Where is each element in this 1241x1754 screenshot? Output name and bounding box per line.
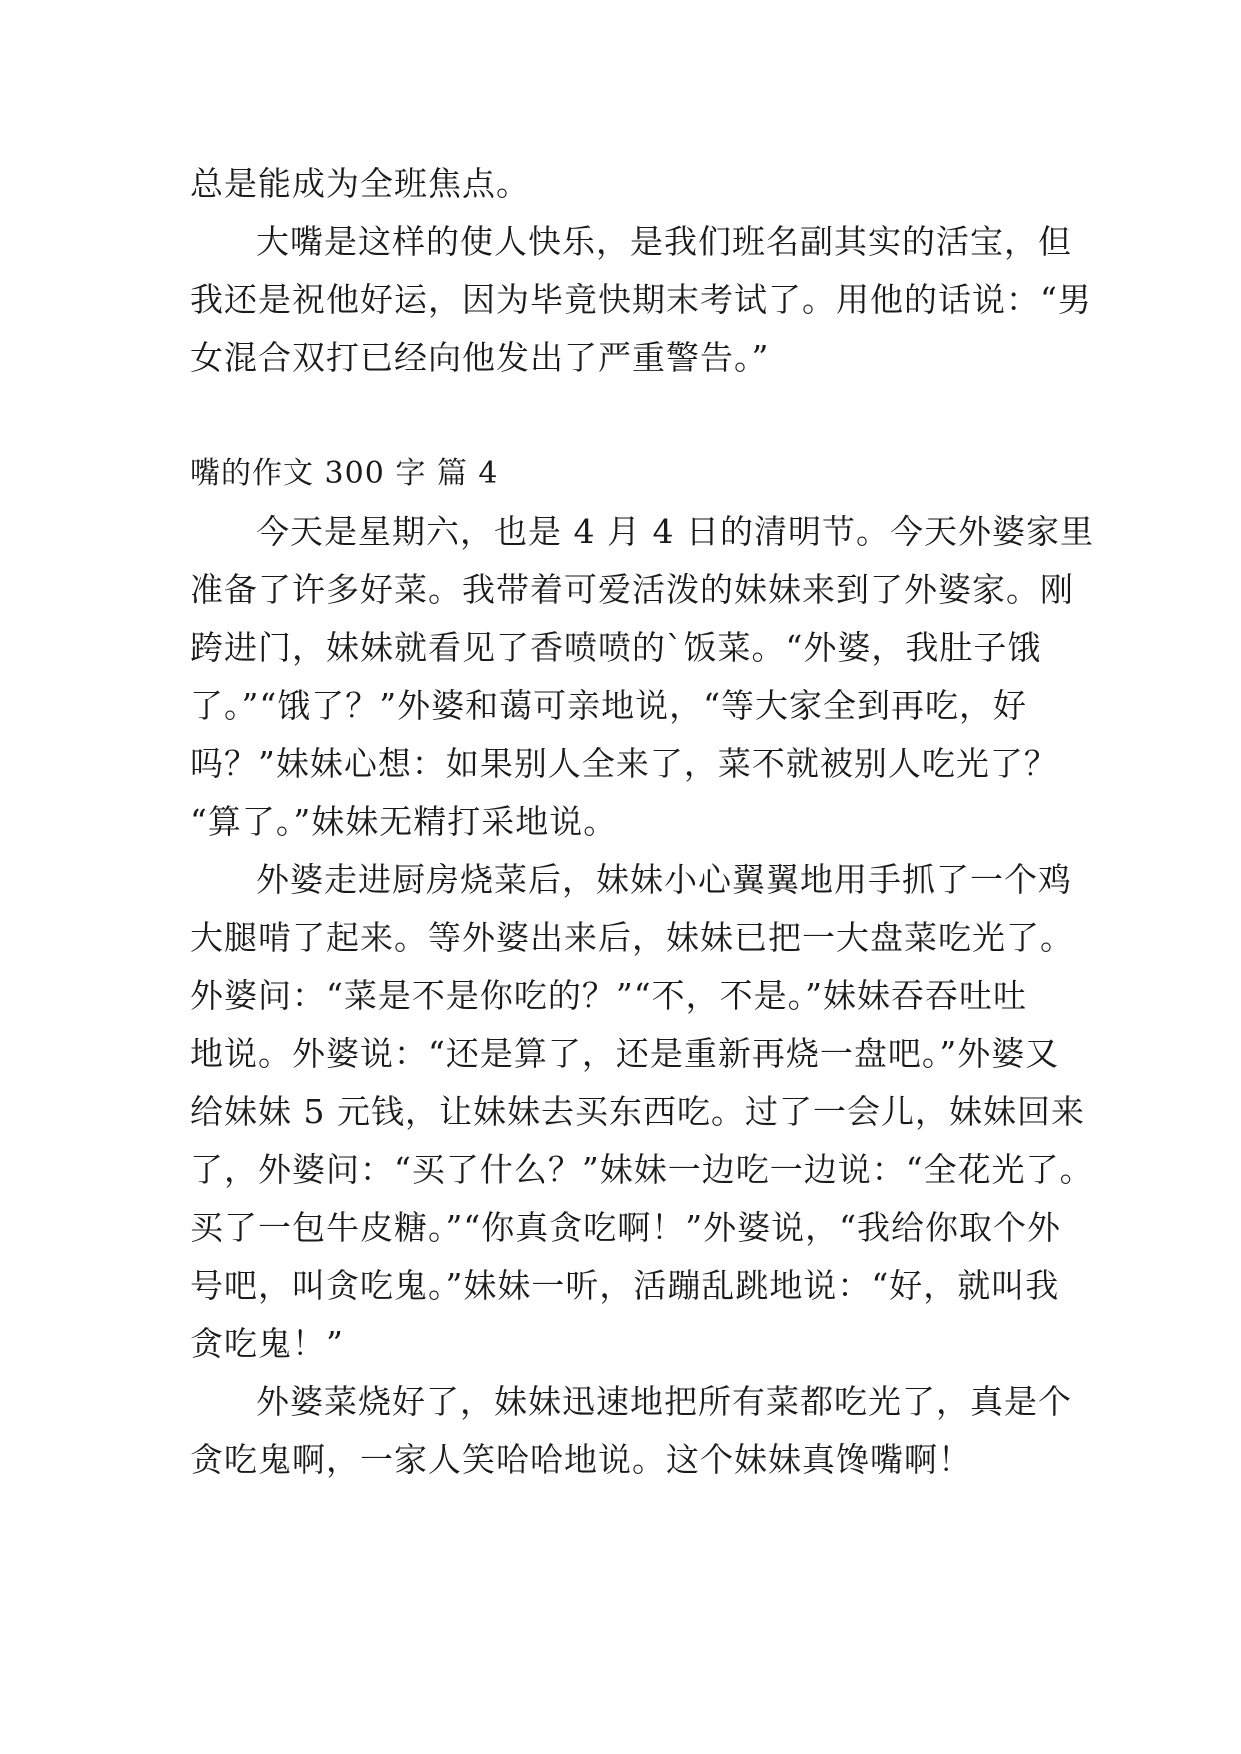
section-title: 嘴的作文 300 字 篇 4 <box>190 456 499 491</box>
paragraph-line: 外婆问：“菜是不是你吃的？”“不，不是。”妹妹吞吞吐吐 <box>190 976 1027 1015</box>
paragraph-line: 贪吃鬼！” <box>190 1324 344 1363</box>
document-body <box>190 155 1094 1489</box>
section-gap <box>190 387 1050 445</box>
paragraph-line: 给妹妹 5 元钱，让妹妹去买东西吃。过了一会儿，妹妹回来 <box>190 1092 1085 1131</box>
paragraph-line: 准备了许多好菜。我带着可爱活泼的妹妹来到了外婆家。刚 <box>190 570 1074 609</box>
paragraph-line: 大腿啃了起来。等外婆出来后，妹妹已把一大盘菜吃光了。 <box>190 918 1074 957</box>
paragraph-line: 外婆走进厨房烧菜后，妹妹小心翼翼地用手抓了一个鸡 <box>256 860 1072 899</box>
paragraph-line: 大嘴是这样的使人快乐，是我们班名副其实的活宝，但 <box>256 222 1072 261</box>
paragraph-line: “算了。”妹妹无精打采地说。 <box>190 802 618 841</box>
paragraph-line: 跨进门，妹妹就看见了香喷喷的`饭菜。“外婆，我肚子饿 <box>190 628 1042 667</box>
paragraph-line: 今天是星期六，也是 4 月 4 日的清明节。今天外婆家里 <box>256 512 1094 551</box>
paragraph-line: 外婆菜烧好了，妹妹迅速地把所有菜都吃光了，真是个 <box>256 1382 1072 1421</box>
paragraph-line: 贪吃鬼啊，一家人笑哈哈地说。这个妹妹真馋嘴啊！ <box>190 1440 972 1479</box>
paragraph-line: 了。”“饿了？”外婆和蔼可亲地说，“等大家全到再吃，好 <box>190 686 1027 725</box>
paragraph-line: 女混合双打已经向他发出了严重警告。” <box>190 338 770 377</box>
paragraph-line: 了，外婆问：“买了什么？”妹妹一边吃一边说：“全花光了。 <box>190 1150 1094 1189</box>
paragraph-line: 地说。外婆说：“还是算了，还是重新再烧一盘吧。”外婆又 <box>190 1034 1060 1073</box>
paragraph-line: 买了一包牛皮糖。”“你真贪吃啊！”外婆说，“我给你取个外 <box>190 1208 1061 1247</box>
paragraph-line: 我还是祝他好运，因为毕竟快期末考试了。用他的话说：“男 <box>190 280 1092 319</box>
paragraph-line: 号吧，叫贪吃鬼。”妹妹一听，活蹦乱跳地说：“好，就叫我 <box>190 1266 1060 1305</box>
paragraph-line: 总是能成为全班焦点。 <box>190 164 530 203</box>
paragraph-line: 吗？”妹妹心想：如果别人全来了，菜不就被别人吃光了？ <box>190 744 1058 783</box>
